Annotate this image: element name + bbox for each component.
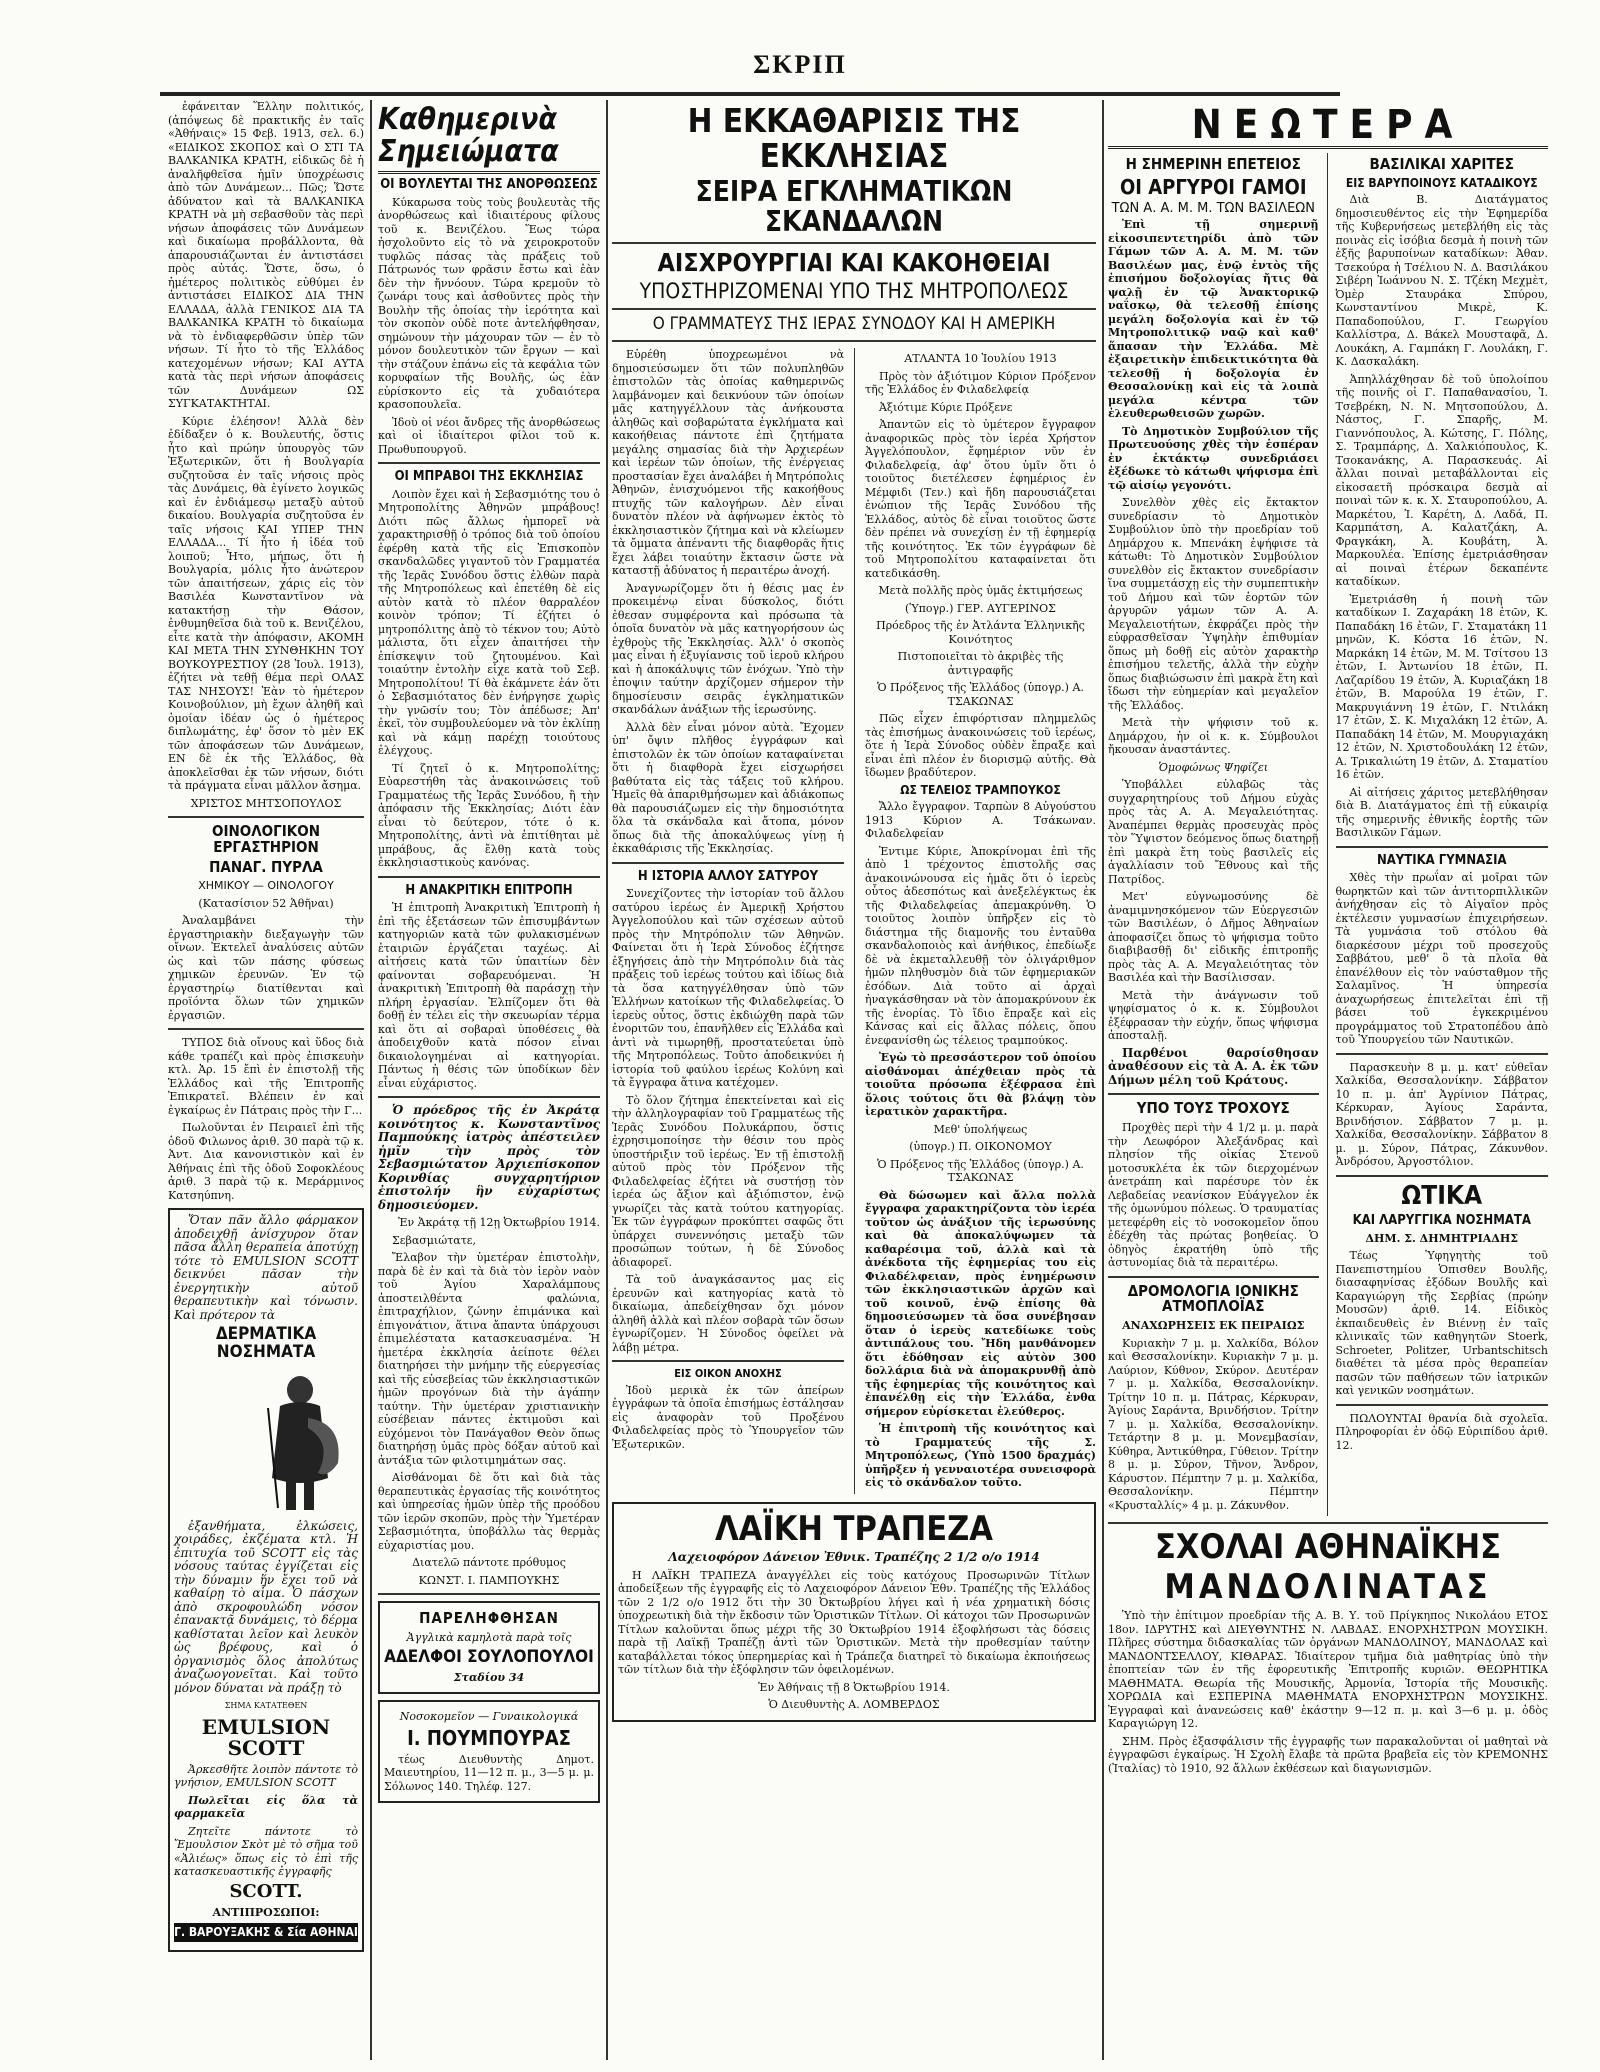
divider: [1108, 1522, 1548, 1524]
bank-title: ΛΑΪΚΗ ΤΡΑΠΕΖΑ: [715, 1508, 993, 1549]
ad-text: Τέως Ὑφηγητὴς τοῦ Πανεπιστημίου Ὁπισθεν Βουλῆς, διασαφηνίσας ἐξόδων Βουλῆς καὶ Καραγιώργη τῆς Σερβίας (πρώην Μουσῶν) ἀριθ. 14. Εἰδικὸς ἐκπαιδευθεὶς ἐν Βιέννῃ ἐν ταῖς κλινικαῖς τῶν καθηγητῶν Stoerk, Schroeter, Politzer, Urbantschitsch διαθέτει τὰ μέσα πρὸς θεραπείαν πασῶν τῶν παθήσεων τῶν ἰατρικῶν καὶ γενικῶν νοσημάτων.: [1335, 1249, 1548, 1398]
letter-text: Ἔλαβον τὴν ὑμετέραν ἐπιστολὴν, παρὰ δὲ ἐν καὶ τὰ διὰ τὸν ἱερὸν ναὸν τοῦ Ἁγίου Χαραλάμπους ἀποστειλθέντα φαλώνια, ἐπιτραχήλιον, ζώνην ἐπιμάνικα καὶ ἐπιγονάτιον, ἅτινα ἄπαντα ὑπάρχουσι ἐπιμελέστατα κατασκευασμένα. Ἡ ἡμετέρα ἐκκλησία ἀείποτε θέλει διατηρήσει τὴν μνήμην τῆς εὐεργεσίας καὶ τῆς εὐσεβείας τῶν ἐκκλησιαστικῶν ἡμῶν προγόνων διὰ τὴν ἀγάπην ταύτην. Τὴν ὑμετέραν χριστιανικὴν εὐσέβειαν πάντες ἐκτιμοῦσι καὶ εὐχόμενοι τὸν Πανάγαθον Θεὸν ὅπως διατηρήσῃ ὑμᾶς πρὸς δόξαν αὐτοῦ καὶ ἀντάξια τῶν φιλοτιμημάτων σας.: [378, 1251, 600, 1467]
divider: [168, 816, 364, 818]
article-headline: ΥΠΟ ΤΟΥΣ ΤΡΟΧΟΥΣ: [1136, 1099, 1290, 1118]
article-text: Εὑρέθη ὑποχρεωμένοι νὰ δημοσιεύσωμεν ὅτι τῶν πολυπληθῶν ἐπιστολῶν τὰς ὁποίας καθημερινῶς λαμβάνομεν καὶ δεικνύουν τῶν ὁποίων μᾶς κατηγγέλλουν τὰς ἀνήκουστα ἀληθῶς καὶ σοβαρώτατα ἐγκλήματα καὶ κακοήθειας πάντοτε ἐπὶ ζητήματα μεγάλης σημασίας διὰ τὴν Ἀρχιερέων καὶ ἱερέων τῶν ὁποίων, τῆς ἐνέργειας προστασίαν ἔχει ἀναλάβει ἡ Μητρόπολις Ἀθηνῶν, ἐνισχυόμενοι τῆς κακοήθους πτυχῆς τῶν καλογήρων. Δὲν εἶναι δυνατὸν πλέον νὰ ἀφήνωμεν ἐκτὸς τὸ ἐκκλησιαστικὸν ζήτημα καὶ νὰ κλείωμεν τὰ ὄμματα ἀπέναντι τῆς διαφθορᾶς ἥτις ἔχει λάβει τοιαύτην ἔκτασιν ὥστε νὰ καταστῇ ἀδύνατος ἡ περαιτέρω ἀνοχή.: [612, 348, 844, 578]
article-text: Ὑποβάλλει εὐλαβῶς τὰς συγχαρητηρίους τοῦ Δήμου εὐχὰς πρὸς τὰς Α. Α. Μεγαλειότητας. Ἀναπέμπει θερμὰς προσευχὰς πρὸς τὸν Ὕψιστον δεόμενος ὅπως διατηρῇ ἐπὶ μακρὰ ἔτη τοὺς βασιλεῖς εἰς ἀγαλλίασιν τοῦ Ἔθνους καὶ τῆς Πατρίδος.: [1108, 778, 1319, 886]
article-text: Ἰδοὺ μερικὰ ἐκ τῶν ἀπείρων ἐγγράφων τὰ ὁποῖα ἐπισήμως ἐστάλησαν εἰς ἀναφορὰν τοῦ Προξένου Φιλαδελφείας πρὸς τὸ Ὑπουργεῖον τῶν Ἐξωτερικῶν.: [612, 1383, 844, 1451]
section-title: ΝΕΩΤΕΡΑ: [1108, 104, 1548, 149]
article-text: Ἀπηλλάχθησαν δὲ τοῦ ὑπολοίπου τῆς ποινῆς οἱ Γ. Παπαθανασίου, Ἰ. Τσεβρέκη, Ν. Ν. Μητσοπούλου, Δ. Νάστος, Γ. Σπαρῆς, Μ. Γιαννόπουλος, Ἀ. Κώτσης, Γ. Πόλης, Σ. Τραμπάρης, Δ. Χαλκιόπουλος, Κ. Τσοκανάκης, Α. Παρασκευάς. Αἱ ἄλλαι ποιναὶ μεταβάλλονται εἰς εἰκοσαετῆ πρόσκαιρα δεσμὰ αἱ ποιναὶ τῶν κ. κ. Χ. Σταυροπούλου, Α. Μαρκέτου, Ἰ. Καρέτη, Δ. Λαδά, Π. Καρμπάτση, Α. Καλατζάκη, Α. Φραγκάκη, Ἀ. Κουβάτη, Ἀ. Μαρκουλέα. Ἐπίσης ἐμετριάσθησαν αἱ ποιναὶ ἑτέρων δεκαπέντε καταδίκων.: [1335, 372, 1548, 589]
divider: [612, 340, 1096, 342]
article-lead: Ὁ πρόεδρος τῆς ἐν Ἀκράτᾳ κοινότητος κ. Κωνσταντῖνος Παμπούκης ἰατρὸς ἀπέστειλεν ἡμῖν τὴν πρὸς τὸν Σεβασμιώτατον Ἀρχιεπίσκοπον Κορινθίας συγχαρητήριον ἐπιστολήν ἣν εὐχαρίστως δημοσιεύομεν.: [378, 1103, 600, 1212]
bank-ad: [612, 1502, 1096, 1722]
ad-name: Ι. ΠΟΥΜΠΟΥΡΑΣ: [407, 1725, 571, 1750]
mandolin-school-ad: [1108, 1527, 1548, 1775]
article-headline: Η ΑΝΑΚΡΙΤΙΚΗ ΕΠΙΤΡΟΠΗ: [405, 882, 573, 898]
article-text: Ἡ ἐπιτροπὴ Ἀνακριτικὴ Ἐπιτροπὴ ἡ ἐπὶ τῆς ἐξετάσεων τῶν ἐπισυμβάντων κατηγοριῶν κατὰ τῶν φυλακισμένων ἑταιριῶν ἐργάζεται ταχέως. Αἱ αἰτήσεις κατὰ τῶν ὑπαιτίων δὲν φαίνονται σοβαρευόμεναι. Ἡ ἀνακριτικὴ Ἐπιτροπὴ θὰ παράσχῃ τὴν πλήρη ἐργασίαν. Ἐλπίζομεν ὅτι θὰ δοθῇ ἐν τέλει εἰς τὴν σκευωρίαν τέρμα καὶ ὅτι αἱ σοβαραὶ ὑποθέσεις θὰ ἀποδειχθοῦν κατὰ πόσον εἶναι δικαιολογημέναι αἱ κατηγορίαι. Πάντως ἡ θέσις τῶν ὑποδίκων δὲν εἶναι εὐχάριστος.: [378, 901, 600, 1090]
article-text: Ἐπὶ τῇ σημερινῇ εἰκοσιπεντετηρίδι ἀπὸ τῶν Γάμων τῶν Α. Α. Μ. Μ. τῶν Βασιλέων μας, ἐνῷ ἐντὸς τῆς ἐπισήμου δοξολογίας ἤτις θὰ ψαλῇ ἐν τῷ Ἀνακτορικῷ ναΐσκῳ, θὰ τελεσθῇ ἐπίσης μεγάλη δοξολογία καὶ ἐν τῷ Μητροπολιτικῷ ναῷ καὶ καθ' ἅπασαν τὴν Ἑλλάδα. Μὲ ἐξαιρετικὴν ἐπιδεικτικότητα θὰ τελεσθῇ ἡ δοξολογία ἐν Θεσσαλονίκῃ καὶ εἰς τὰ λοιπὰ μεγάλα κέντρα τῶν ἐλευθερωθεισῶν χωρῶν.: [1108, 218, 1319, 421]
article-text: Συνεχίζοντες τὴν ἱστορίαν τοῦ ἄλλου σατύρου ἱερέως ἐν Ἀμερικῇ Χρήστου Ἀγγελοπούλου καὶ τῶν σχέσεων αὐτοῦ πρὸς τὴν Μητρόπολιν τῶν Ἀθηνῶν. Φαίνεται ὅτι ἡ Ἱερὰ Σύνοδος ἐζήτησε ἐξηγήσεις ἀπὸ τὴν Μητρόπολιν διὰ τὰς πράξεις τοῦ ἱερέως τούτου καὶ ἰδίως διὰ τὰ ὅσα κατηγγέλθησαν ὑπὸ τῶν Ἑλλήνων κατοίκων τῆς Φιλαδελφείας. Ὁ ἱερεὺς οὗτος, ὅστις ἐκδιώχθη παρὰ τῶν ἐνοριτῶν του, ἐπανῆλθεν εἰς Ἑλλάδα καὶ ἀντὶ νὰ τιμωρηθῇ, προστατεύεται ὑπὸ τῆς Μητροπόλεως. Τοῦτο ἀποδεικνύει ἡ ἱστορία τοῦ φαύλου ἱερέως Κολύνη καὶ τὰ ἔγγραφα ἅτινα κατέχομεν.: [612, 887, 844, 1090]
letter-signature: Ὁ Πρόξενος τῆς Ἑλλάδος (ὑπογρ.) Α. ΤΣΑΚΩΝΑΣ: [877, 1157, 1084, 1185]
article-text: Μετὰ τὴν ἀνάγνωσιν τοῦ ψηφίσματος ὁ κ. κ. Σύμβουλοι ἐξέφρασαν τὴν εὐχήν, ὅπως ψήφισμα ἀποσταλῇ.: [1108, 988, 1319, 1043]
article-text: Πωλοῦνται ἐν Πειραιεῖ ἐπὶ τῆς ὁδοῦ Φιλωνος ἀριθ. 30 παρὰ τῷ κ. Ἀντ. Δια κανονιστικὸν καὶ ἐν Ἀθήναις ἐπὶ τῆς ὁδοῦ Σοφοκλέους ἀριθ. 3 παρὰ τῷ κ. Μεράρμινος Κατσηύπνη.: [168, 1121, 364, 1202]
inner-divider: [1327, 153, 1328, 1516]
article-text: Συνελθὸν χθὲς εἰς ἔκτακτον συνεδρίασιν τὸ Δημοτικὸν Συμβούλιον ὑπὸ τὴν προεδρίαν τοῦ Δημάρχου κ. Μπενάκη ἐψήφισε τὰ κάτωθι: Τὸ Δημοτικὸν Συμβούλιον συνελθὸν εἰς ἔκτακτον συνεδρίασιν ἵνα συμμετάσχῃ εἰς τὴν συμπεπτικὴν τοῦ Δήμου καὶ τῶν ἑορτῶν τῶν ἀργυρῶν γάμων τῶν Α. Α. Μεγαλειοτήτων, ἐκφράζει πρὸς τὴν εὐφρασθεῖσαν Ὑψηλὴν ἐπιθυμίαν ὅπως μὴ δοθῇ εἰς αὐτὸν χαρακτὴρ ἐπισήμου τελετῆς, ἀλλὰ τὴν εὐχὴν ὅπως διαβιώσωσιν ἐπὶ μακρὰ ἔτη καὶ ἴδωσι τὴν εὐημερίαν καὶ μεγαλεῖον τῆς Ἑλλάδος.: [1108, 496, 1319, 712]
letter-address: Πρὸς τὸν ἀξιότιμον Κύριον Πρόξενον τῆς Ἑλλάδος ἐν Φιλαδελφείᾳ: [864, 369, 1096, 397]
article-text: Παρασκευὴν 8 μ. μ. κατ' εὐθεῖαν Χαλκίδα, Θεσσαλονίκην. Σάββατον 10 π. μ. ἀπ' Ἀγρίνιον Πάτρας, Κέρκυραν, Ἁγίους Σαράντα, Βρινδήσιον. Σάββατον 7 μ. μ. Χαλκίδα, Θεσσαλονίκην. Σάββατον 8 μ. μ. Σύρον, Πάτρας, Ζάκυνθον. Ἀνδρόσου, Ἀργοστόλιον.: [1335, 1060, 1548, 1169]
author-signature: ΧΡΙΣΤΟΣ ΜΗΤΣΟΠΟΥΛΟΣ: [190, 796, 342, 810]
article-text: Ἐγὼ τὸ πρεσσάστερον τοῦ ὁποίου αἰσθάνομαι ἀπέχθειαν πρὸς τὰ τοιοῦτα πρόσωπα ἐξέφρασα ἐπὶ ὅλοις τούτοις ὅτι θὰ βλάψῃ τὸν ἱερατικὸν χαρακτῆρα.: [864, 1051, 1096, 1119]
divider: [378, 1593, 600, 1595]
ad-title: ΣΧΟΛΑΙ ΑΘΗΝΑΪΚΗΣ: [1155, 1527, 1501, 1567]
divider: [612, 242, 1096, 244]
ad-title: ΔΕΡΜΑΤΙΚΑ ΝΟΣΗΜΑΤΑ: [215, 1324, 317, 1363]
article-headline-2: ΟΙ ΑΡΓΥΡΟΙ ΓΑΜΟΙ: [1119, 174, 1307, 199]
divider: [1108, 1093, 1319, 1095]
letter-date: Ἐν Ἀκράτᾳ τῇ 12ῃ Ὀκτωβρίου 1914.: [398, 1216, 600, 1230]
article-headline: ΔΡΟΜΟΛΟΓΙΑ ΙΟΝΙΚΗΣ ΑΤΜΟΠΛΟΪΑΣ: [1127, 1281, 1299, 1316]
ad-name: ΠΑΝΑΓ. ΠΥΡΛΑ: [209, 857, 323, 876]
masthead-rule: [160, 92, 1340, 96]
brand-name: EMULSION SCOTT: [201, 1714, 331, 1760]
ad-note: ΣΗΜ. Πρὸς ἐξασφάλισιν τῆς ἐγγραφῆς των παρακαλοῦνται οἱ μαθηταὶ νὰ ἐγγραφῶσι ἐγκαίρως. Ἡ Σχολὴ ἔλαβε τὰ πρῶτα βραβεῖα εἰς τὸν ΚΡΕΜΟΝΗΣ (Ἰταλίας) τὸ 1910, 92 ἄλλων ἐκθέσεων καὶ διαγωνισμῶν.: [1108, 1734, 1548, 1775]
article-headline: Η ΙΣΤΟΡΙΑ ΑΛΛΟΥ ΣΑΤΥΡΟΥ: [637, 868, 819, 884]
article-text: Κύκαρωσα τοὺς τοὺς βουλευτὰς τῆς ἀνορθώσεως καὶ ἰδιαιτέρους φίλους τοῦ κ. Βενιζέλου. Ἕως τώρα ἠσχολοῦντο εἰς τὸ νὰ χειροκροτοῦν τυφλῶς πάσας τὰς πράξεις τοῦ Πάτρωνός των φρᾶσιν ἔστω καὶ ἐὰν δὲν τὴν ἤννόουν. Τώρα κρεμοῦν τὸ ζωνάρι τους καὶ ἀσθοῦντες πρὸς τὴν Βουλὴν τῆς ὁποίας τὴν ἱερότητα καὶ τὸν σκοπὸν οὐδὲ ποτε ἀντελήφθησαν, σημώνουν τὴν μάχουραν τῶν — ἐν τὸ μόνον δουλευτικὸν τῶν ἔργων — καὶ τὴν στάζουν ἐπάνω εἰς τὰ κεφάλια τῶν κορυφαίων τῆς Βουλῆς, ὡς ἐὰν εὐρίσκοντο εἰς τὰ χυδαιότερα κρασοπουλεῖα.: [378, 195, 600, 412]
ad-title: ΩΤΙΚΑ: [1401, 1180, 1483, 1211]
article-right: [865, 348, 1096, 1494]
brand-name: SCOTT.: [229, 1880, 303, 1902]
letter-signature: ΚΩΝΣΤ. Ι. ΠΑΜΠΟΥΚΗΣ: [418, 1573, 560, 1587]
article-headline: ΩΣ ΤΕΛΕΙΟΣ ΤΡΑΜΠΟΥΚΟΣ: [900, 782, 1061, 797]
article-headline: ΕΙΣ ΟΙΚΟΝ ΑΝΟΧΗΣ: [674, 1367, 782, 1381]
article-text: Τὰ τοῦ ἀναγκάσαντος μας εἰς ἐρευνῶν καὶ κατηγορίας κατὰ τὸ δικαίωμα, ἀπεδείχθησαν ὄχι μόνον ἀληθῆ ἀλλὰ καὶ πλέον σοβαρὰ τῶν ὅσων ἐγνωρίζομεν. Ἡ Σύνοδος ὀφείλει νὰ λάβῃ μέτρα.: [612, 1273, 844, 1354]
article-text: Τὸ Δημοτικὸν Συμβούλιον τῆς Πρωτευούσης χθὲς τὴν ἑσπέραν ἐν ἐκτάκτῳ συνεδριάσει ἐξέδωκε τὸ κάτωθι ψήφισμα ἐπὶ τῷ αἰσίῳ γεγονότι.: [1108, 424, 1319, 492]
column-2: [378, 100, 600, 2040]
divider: [1336, 1053, 1548, 1055]
sub-headline-2: ΥΠΟΣΤΗΡΙΖΟΜΕΝΑΙ ΥΠΟ ΤΗΣ ΜΗΤΡΟΠΟΛΕΩΣ: [639, 279, 1069, 304]
ad-name: ΑΔΕΛΦΟΙ ΣΟΥΛΟΠΟΥΛΟΙ: [384, 1646, 594, 1667]
article-text: Ἄλλο ἔγγραφον. Ταρπὼν 8 Αὐγούστου 1913 Κύριον Α. Τσάκωναν. Φιλαδελφείαν: [864, 800, 1096, 841]
divider: [1108, 1276, 1319, 1278]
inner-divider: [854, 348, 855, 1494]
article-text: ΤΥΠΟΣ διὰ οἴνους καὶ ὕδος διὰ κάθε τραπέζι καὶ πρὸς ἐπισκευὴν κτλ. Ἀρ. 15 ἔπὶ ἐν ἐπιστολῇ τῆς Ἑλλάδος καὶ τῆς Ἐπιτροπῆς Ἐπικρατεῖ. Βλέπειν ἐν καὶ ἐγκαίρως ἐν Πάτραις πρὸς τὴν Γ...: [168, 1036, 364, 1117]
ad-name: ΔΗΜ. Σ. ΔΗΜΗΤΡΙΑΔΗΣ: [1365, 1231, 1519, 1245]
article-text: Κυριακὴν 7 μ. μ. Χαλκίδα, Βόλον καὶ Θεσσαλονίκην. Κυριακὴν 7 μ. μ. Λαύριον, Κύθνον, Σκύρον. Δευτέραν 7 μ. μ. Χαλκίδα, Θεσσαλονίκην. Τρίτην 10 π. μ. Πάτρας, Κέρκυραν, Ἁγίους Σαράντα, Βρινδήσιον. Τρίτην 7 μ. μ. Χαλκίδα, Θεσσαλονίκην. Τετάρτην 8 μ. μ. Μονεμβασίαν, Κύθηρα, Ἀντικύθηρα, Γύθειον. Τρίτην 8 μ. μ. Σύρον, Τῆνον, Ἄνδρον, Κάρυστον. Πέμπτην 7 μ. μ. Χαλκίδα, Θεσσαλονίκην. Πέμπτην «Κρυσταλλίς» 4 μ. μ. Ζάκυνθον.: [1108, 1336, 1319, 1512]
ad-subtitle: Ἀγγλικὰ καμηλοτὰ παρὰ τοῖς: [406, 1631, 572, 1645]
ad-text: Ζητεῖτε πάντοτε τὸ Ἔμουλσιον Σκὸτ μὲ τὸ σῆμα τοῦ «Ἀλιέως» ὅπως εἰς τὸ ἐπὶ τῆς κατασκευαστικῆς ἐγγραφῆς: [174, 1824, 358, 1879]
ad-text: Ἀρκεσθῆτε λοιπὸν πάντοτε τὸ γνήσιον, EMULSION SCOTT: [174, 1762, 358, 1790]
ad-text: Πωλεῖται εἰς ὅλα τὰ φαρμακεῖα: [174, 1793, 358, 1821]
article-headline: ΟΙ ΜΠΡΑΒΟΙ ΤΗΣ ΕΚΚΛΗΣΙΑΣ: [394, 469, 584, 485]
emulsion-ad: [168, 1208, 364, 1952]
article-headline: Η ΣΗΜΕΡΙΝΗ ΕΠΕΤΕΙΟΣ: [1125, 155, 1301, 173]
ad-text: Ἀναλαμβάνει τὴν ἐργαστηριακὴν διεξαγωγὴν τῶν οἴνων. Ἐκτελεῖ ἀναλύσεις αὐτῶν ὡς καὶ τῶν πάσης φύσεως χημικῶν ἐρευνῶν. Ἐν τῷ ἐργαστηρίῳ διατίθενται καὶ προϊόντα ὅλων τῶν χημικῶν ἐργασιῶν.: [168, 914, 364, 1022]
article-text: ἐφάνειταν Ἕλλην πολιτικός, (ἀπόψεως δὲ πρακτικῆς ἐν ταῖς «Ἀθήναις» 15 Φεβ. 1913, σελ. 6.) «ΕΙΔΙΚΟΣ ΣΚΟΠΟΣ καὶ Ο ΣΤΙ ΤΑ ΒΑΛΚΑΝΙΚΑ ΚΡΑΤΗ, εἰδικῶς δὲ ἡ ἀναλῆφθεῖσα ἡμῖν ὑποχρέωσις ἀπὸ τῶν Δυνάμεων... Πῶς; Ὥστε ἀδύνατον καὶ τὰ ΒΑΛΚΑΝΙΚΑ ΚΡΑΤΗ νὰ μὴ σεβασθοῦν τὰς περὶ νήσων ἀποφάσεις τῶν Δυνάμεων καὶ δικαίωμα προβάλλοντα, θὰ ἀπαρουσιάζωνται ἐν ἀντιστάσει πρὸς αὐτάς. Ὥστε, ὅσω, ὁ ἡμέτερος πολιτικὸς εὐθύμει ἐν ἀντιστάσει ΕΙΔΙΚΟΣ ΔΙΑ ΤΗΝ ΕΛΛΑΔΑ, ἀλλὰ ΓΕΝΙΚΟΣ ΔΙΑ ΤΑ ΒΑΛΚΑΝΙΚΑ ΚΡΑΤΗ τὸ δικαίωμα νὰ τὸ ἐνδιαφερθῶσιν ὑπὲρ τῶν νήσων. Τί ἦτο τὸ τῆς Ἑλλάδος κατεχομένων νήσων; ΚΑΙ ΑΥΤΑ κατὰ τὰς περὶ νήσων ἀποφάσεις τῶν Δυνάμεων ΩΣ ΣΥΓΚΑΤΑΚΤΗΤΑΙ.: [168, 100, 364, 410]
column-3: [612, 100, 1096, 2040]
column-1: [168, 100, 364, 2040]
divider: [378, 462, 600, 464]
divider: [612, 862, 844, 864]
sub-headline-3: Ο ΓΡΑΜΜΑΤΕΥΣ ΤΗΣ ΙΕΡΑΣ ΣΥΝΟΔΟΥ ΚΑΙ Η ΑΜΕΡΙΚΗ: [652, 314, 1056, 335]
ad-text: Ὑπὸ τὴν ἐπίτιμον προεδρίαν τῆς Α. Β. Υ. τοῦ Πρίγκηπος Νικολάου ΕΤΟΣ 18ον. ΙΔΡΥΤΗΣ καὶ ΔΙΕΥΘΥΝΤΗΣ Ν. ΛΑΒΔΑΣ. ΕΝΟΡΧΗΣΤΡΩΝ ΜΟΥΣΙΚΗ. Πλῆρες σύστημα διδασκαλίας τῶν ὀργάνων ΜΑΝΔΟΛΙΝΟΥ, ΜΑΝΔΟΛΑΣ καὶ ΜΑΝΔΟΝΤΣΕΛΛΟΥ, ΚΙΘΑΡΑΣ. Ἰδιαίτερον τμῆμα διὰ μαθητρίας ὑπὸ τὴν ἐποπτείαν τῶν ἐν τῆς ἐφορευτικῆς Ἐπιτροπῆς κυριῶν. ΘΕΩΡΗΤΙΚΑ ΜΑΘΗΜΑΤΑ. Θεωρία τῆς Μουσικῆς, Ἁρμονία, Ἱστορία τῆς Μουσικῆς. ΧΟΡΩΔΙΑ καὶ ΕΣΠΕΡΙΝΑ ΜΑΘΗΜΑΤΑ ΕΝΟΡΧΗΣΤΡΩΝ ΜΟΥΣΙΚΗΣ. Ἐγγραφαὶ καὶ ἀνανεώσεις καθ' ἑκάστην 9—12 π. μ. καὶ 3—6 μ. μ. ὁδὸς Καραγιώργη 12.: [1108, 1609, 1548, 1731]
article-subhead: ΑΝΑΧΩΡΗΣΕΙΣ ΕΚ ΠΕΙΡΑΙΩΣ: [1122, 1319, 1305, 1332]
article-text: Παρθένοι θαρσίσθησαν ἀναθέσουν εἰς τὰ Α. Α. ἐκ τῶν Δήμων μέλη τοῦ Κράτους.: [1108, 1045, 1319, 1087]
article-text: Χθὲς τὴν πρωΐαν αἱ μοῖραι τῶν θωρηκτῶν καὶ τῶν ἀντιτορπιλλικῶν ἀνήχθησαν εἰς τὸ Αἰγαῖον πρὸς ἐκτέλεσιν γυμνασίων ἐπιχειρήσεων. Τὰ γυμνάσια τοῦ στόλου θὰ διαρκέσουν μέχρι τοῦ προσεχοῦς Σαββάτου, μεθ' ὃ τὰ πλοῖα θὰ ἐπανέλθουν εἰς τὸν ναύσταθμον τῆς Σαλαμῖνος. Ἡ ὑπηρεσία ἀναχωρήσεως ἐπιτελεῖται ἐπὶ τῇ βάσει τοῦ ἐγκεκριμένου προγράμματος τοῦ Στρατοπέδου ἀπὸ τοῦ Ὑπουργείου τῶν Ναυτικῶν.: [1335, 871, 1548, 1047]
article-text: Θὰ δώσωμεν καὶ ἄλλα πολλὰ ἔγγραφα χαρακτηρίζοντα τὸν ἱερέα τοῦτον ὡς ἀνάξιον τῆς ἱερωσύνης καὶ θὰ ἀποκαλύψωμεν τὰ καθαρέσιμα τοῦ, ἀλλὰ καὶ τὰ ἀνέκδοτα τῆς ἐφημερίας του εἰς Φιλαδέλφειαν, πρὸς ἐνημέρωσιν τῶν ἐκκλησιαστικῶν ἀρχῶν καὶ τοῦ κοινοῦ, ἐνῷ ἐπίσης θὰ δημοσιεύσωμεν τὰ ὅσα συνέβησαν ὅταν ὁ ἱερεὺς κατεδίωκε τοὺς ἀντιπάλους του. Ἤδη μανθάνομεν ὅτι ἐδόθησαν εἰς αὐτὸν 300 δολλάρια διὰ νὰ ἀπομακρυνθῇ ἀπὸ τῆς ἐφημερίας τῆς κοινότητος καὶ ἐπανέλθῃ εἰς τὴν Ἑλλάδα, ἐνθα σήμερον εὑρίσκεται ἐλεύθερος.: [864, 1188, 1096, 1418]
column-divider: [606, 100, 608, 2060]
article-text: Ἀναγνωρίζομεν ὅτι ἡ θέσις μας ἐν προκειμένῳ εἶναι δύσκολος, διότι ἐθεσαν συμφέροντα καὶ πρόσωπα τὰ ὁποῖα δυνατὸν νὰ μᾶς κατηγορήσουν ὡς ἐχθροὺς τῆς Ἐκκλησίας. Ἀλλ' ὁ σκοπὸς μας εἶναι ἡ ἐξυγίανσις τοῦ ἱεροῦ κλήρου καὶ ἡ ἀποκάλυψις τῶν ἐνόχων. Ὑπὸ τὴν ἐποψιν ταύτην ἀρχίζομεν σήμερον τὴν δημοσίευσιν σειρᾶς ἐγκληματικῶν σκανδάλων ἀνάξιων τῆς ἱερωσύνης.: [612, 581, 844, 717]
divider: [168, 1028, 364, 1030]
article-text: Ἐντιμε Κύριε, Ἀποκρίνομαι ἐπὶ τῆς ἀπὸ 1 τρέχοντος ἐπιστολῆς σας ἀνακοινώνουσα εἰς ἡμᾶς ὅτι ὁ ἱερεὺς οὗτος ἀδεσπότως καὶ ἀνεξελέγκτως ἐκ τῆς Φιλαδελφείας ἀπεμακρύνθη. Ὁ τοιοῦτος λοιπὸν ὑπῆρξεν εἰς τὸ διάστημα τῆς διαμονῆς του ἐνταῦθα σκανδαλοποιὸς καὶ ἀνήθικος, ἐπεδίωξε δὲ νὰ ἐκμεταλλευθῇ τὸν ὀλιγάριθμον ἡμῶν πληθυσμὸν διὰ τῶν ἐφημεριακῶν ἐσόδων. Διὰ τοῦτο αἱ ἀρχαὶ ἠναγκάσθησαν νὰ τὸν ἀπομακρύνουν ἐκ τῆς ἐνορίας. Τὸ ἴδιο ἔπραξε καὶ εἰς Κάνσας καὶ εἰς ἄλλας πόλεις, ὅπου ἐνεφανίσθη ὡς τέλειος τραμπούκος.: [864, 844, 1096, 1047]
article-left: [612, 348, 844, 1494]
ad-subtitle: ΧΗΜΙΚΟΥ — ΟΙΝΟΛΟΓΟΥ: [198, 879, 334, 893]
letter-greeting: Σεβασμιώτατε,: [392, 1233, 476, 1247]
ad-text: τέως Διευθυντὴς Δημοτ. Μαιευτηρίου, 11—12 π. μ., 3—5 μ. μ. Σόλωνος 140. Τηλέφ. 127.: [384, 1752, 594, 1793]
article-text: Ἰδοὺ οἱ νέοι ἄνδρες τῆς ἀνορθώσεως καὶ οἱ ἰδιαίτεροι φίλοι τοῦ κ. Πρωθυπουργοῦ.: [378, 415, 600, 456]
ad-address: Σταδίου 34: [453, 1670, 525, 1684]
article-text: Διὰ Β. Διατάγματος δημοσιευθέντος εἰς τὴν Ἐφημερίδα τῆς Κυβερνήσεως μετεβλήθη εἰς τὰς ποινὰς εἰς ἰσόβια δεσμὰ ἡ ποινὴ τῶν ἑξῆς βαρυποίνων καταδίκων: Ἀθαν. Τσεκούρα ἡ Τσέλιου Ν. Δ. Βασιλάκου Σιβέρη Ἰωάννου Ν. Σ. Τζέκη Μεχμὲτ, Ὀμὲρ Σταυράκα Σπύρου, Κωνσταντίνου Μικρὲ, Κ. Παπαδοπούλου, Γ. Γεωργίου Καλλίστρα, Δ. Βάκελ Μουσταφᾶ, Δ. Λουκάκη, Α. Γαμπάκη Γ. Λουλάκη, Γ. Κ. Δασκαλάκη.: [1335, 193, 1548, 369]
article-text: Προχθὲς περὶ τὴν 4 1/2 μ. μ. παρὰ τὴν Λεωφόρον Ἀλεξάνδρας καὶ πλησίον τῆς οἰκίας Στενοῦ μοτοσυκλέτα ἐκ τῶν διερχομένων ἀνετράπη καὶ παρέσυρε τὸν ἐκ Λεβαδείας νεανίσκον Εὐάγγελον ἐκ τῆς ὁμωνύμου πόλεως. Ὁ τραυματίας μετεφέρθη εἰς τὸ νοσοκομεῖον ὅπου ἐδέχθη τὰς πρώτας βοηθείας. Ὁ ὁδηγὸς ἐκρατήθη ὑπὸ τῆς ἀστυνομίας διὰ τὰ περαιτέρω.: [1108, 1121, 1319, 1269]
ad-text: Ὅταν πᾶν ἄλλο φάρμακον ἀποδειχθῇ ἀνίσχυρον ὅταν πᾶσα ἄλλη θεραπεία ἀποτύχῃ τότε τὸ EMULSION SCOTT δεικνύει πᾶσαν τὴν ἐνεργητικὴν αὐτοῦ θεραπευτικὴν καὶ τόνωσιν. Καὶ πρότερον τὰ: [174, 1213, 358, 1322]
ad-text: ἐξανθήματα, ἑλκώσεις, χοιράδες, ἐκζέματα κτλ. Ἡ ἐπιτυχία τοῦ SCOTT εἰς τὰς νόσους ταύτας ἐγγίζεται εἰς τὴν δύναμιν ἥν ἔχει τοῦ νὰ καθαίρῃ τὸ αἷμα. Ὁ πάσχων ἀπὸ σκροφουλώδη νόσον ἐπανακτᾷ δυνάμεις, τὸ δέρμα καθίσταται λεῖον καὶ λευκὸν ὡς βρέφους, καὶ ὁ ὀργανισμὸς ὅλος ἀπολύτως ἀναζωογονεῖται. Καὶ τοῦτο μόνον δύναται νὰ πράξῃ τὸ: [174, 1518, 358, 1695]
main-headline: Η ΕΚΚΑΘΑΡΙΣΙΣ ΤΗΣ ΕΚΚΛΗΣΙΑΣ: [687, 101, 1021, 175]
divider: [1336, 1404, 1548, 1406]
letter-text: Ἀπαντῶν εἰς τὸ ὑμέτερον ἔγγραφον ἀναφορικῶς πρὸς τὸν ἱερέα Χρήστον Ἀγγελόπουλον, ἔφημέριον νῦν ἐν Φιλαδελφείᾳ, ἀφ' ὅτου ὑμῖν ὅτι ὁ τοιοῦτος διετέλεσεν ἐφημέριος ἐν Μέμφιδι (Τεν.) καὶ ἤδη παρουσιάζεται ἐνώπιον τῆς Ἱερᾶς Συνόδου τῆς Ἑλλάδος, αὐτὸς δὲ εἶναι τοιοῦτος ὥστε δὲν πρέπει νὰ συνεχίσῃ ἐν τῇ ἐφημερίᾳ τῆς κοινότητος. Ἐκ τῶν ἐγγράφων δὲ τοῦ Μητροπολίτου καταφαίνεται ὅτι κατεδικάσθη.: [864, 418, 1096, 580]
news-columns: [1108, 153, 1548, 1516]
masthead: ΣΚΡΙΠ: [753, 50, 847, 79]
article-text: Λοιπὸν ἔχει καὶ ἡ Σεβασμιότης του ὁ Μητροπολίτης Ἀθηνῶν μπράβους! Διότι πῶς ἄλλως ἠμπορεῖ νὰ χαρακτηρισθῇ ὁ τρόπος διὰ τοῦ ὁποίου ἐφέρθη κατὰ τῆς εἰς Ἐπισκοπὸν σκανδαλῶδες γιγαντοῦ τὸν Γραμματέα τῆς Ἱερᾶς Συνόδου ὅστις ἐλθὼν παρὰ τῆς Μητροπόλεως καὶ ἐπετέθη δὲ εἰς αὐτὸν κατὰ τὸ πλέον θαρραλέον κοινὸν τρόπον; Τί ἐζήτει ὁ μητροπόλιτης ἀπὸ τὸ τέκνον του; Αὐτὸ μάλιστα, ὅτι εἶχεν ἀπαιτήσει τὴν ἐπίσκεψιν τοῦ ζητουμένου. Καὶ τοιαύτην ἐντολὴν εἶχε κατὰ τοῦ Σεβ. Μητροπολίτου! Τί θὰ ἐκάμνετε ἐάν ὅτι ὁ Σεβασμιότατος δὲν ἐνήργησε χωρὶς τὴν γνῶσίν του; Τὸν ἀπέδωσε; Ἀπ' ἐκεῖ, τὸν συμβουλεύομεν νὰ τὸν ἐκλίπῃ καὶ νὰ κάμῃ παρέχῃ τοιούτους ἐλέγχους.: [378, 487, 600, 758]
article-subhead: ΤΩΝ Α. Α. Μ. Μ. ΤΩΝ ΒΑΣΙΛΕΩΝ: [1111, 200, 1315, 216]
ad-title-2: ΜΑΝΔΟΛΙΝΑΤΑΣ: [1164, 1566, 1492, 1607]
ad-title: ΠΑΡΕΛΗΦΘΗΣΑΝ: [419, 1609, 559, 1628]
bank-date: Ἐν Ἀθήναις τῇ 8 Ὀκτωβρίου 1914.: [758, 1680, 950, 1694]
trademark-label: ΣΗΜΑ ΚΑΤΑΤΕΘΕΝ: [224, 1701, 308, 1711]
article-text: Αἱ αἰτήσεις χάριτος μετεβλήθησαν διὰ Β. Διατάγματος ἐπὶ τῇ εὐκαιρίᾳ τῆς σημερινῆς ἐθνικῆς ἑορτῆς τῶν Βασιλικῶν Γάμων.: [1335, 785, 1548, 840]
article-text: Πῶς εἶχεν ἐπιφόρτισαν πλημμελῶς τὰς ἐπισήμως ἀνακοινώσεις τοῦ ἱερέως, ὅτε ἡ Ἱερὰ Σύνοδος οὐδὲν ἔπραξε καὶ εἶναι ἐπὶ πλέον ἐν διορισμῷ αὐτῆς. Θὰ ἴδωμεν βραδύτερον.: [864, 712, 1096, 780]
sub-headline: ΑΙΣΧΡΟΥΡΓΙΑΙ ΚΑΙ ΚΑΚΟΗΘΕΙΑΙ: [657, 248, 1051, 278]
divider: [378, 876, 600, 878]
ad-title: ΟΙΝΟΛΟΓΙΚΟΝ ΕΡΓΑΣΤΗΡΙΟΝ: [211, 822, 320, 856]
article-text: Ἀλλὰ δὲν εἶναι μόνον αὐτὰ. Ἔχομεν ὑπ' ὄψιν πλῆθος ἐγγράφων καὶ ἐπιστολῶν ἐκ τῶν ὁποίων καταφαίνεται ὅτι ἡ διαφθορὰ ἔχει εἰσχωρήσει βαθύτατα εἰς τὰς τάξεις τοῦ κλήρου. Ἡμεῖς θὰ ἀπαριθμήσωμεν καὶ ἀδιάκοπως θὰ παρουσιάζωμεν εἰς τὴν δημοσιότητα ὅλα τὰ σκάνδαλα καὶ ἄτοπα, μόνον ὅπως διὰ τῆς ἀποκαλύψεως γίνῃ ἡ ἐκκαθάρισις τῆς Ἐκκλησίας.: [612, 720, 844, 856]
news-left: [1108, 153, 1319, 1516]
letter-greeting: Ἀξιότιμε Κύριε Πρόξενε: [878, 400, 1013, 414]
letter-text: Αἰσθάνομαι δὲ ὅτι καὶ διὰ τὰς θεραπευτικὰς ἐργασίας τῆς κοινότητος καὶ ὑπηρεσίας ἡμῶν ὑπὲρ τῆς προόδου τῶν ἱερῶν σκοπῶν, πρὸς τὴν Ὑμετέραν Σεβασμιότητα, ὑποβάλλω τὰς θερμὰς εὐχαριστίας μου.: [378, 1471, 600, 1552]
article-text: Μετ' εὐγνωμοσύνης δὲ ἀναμιμνησκόμενον τῶν Εὐεργεσιῶν τῶν Βασιλέων, ὁ Δῆμος Ἀθηναίων ἀποφασίζει ὅπως τὸ ψήφισμα τοῦτο διαβιβασθῇ δι' εἰδικῆς ἐπιτροπῆς πρὸς τὰς Α. Α. Μεγαλειότητας τὸν Βασιλέα καὶ τὴν Βασίλισσαν.: [1108, 890, 1319, 985]
article-subhead: Ὁμοφώνως Ψηφίζει: [1158, 760, 1269, 774]
article-text: Ἡ ἐπιτροπὴ τῆς κοινότητος καὶ τὸ Γραμματεύς τῆς Σ. Μητροπόλεως, (Ὑπὸ 1500 δραχμάς) ὑπῆρξεν ἡ γενναιοτέρα συνεισφορὰ εἰς τὸ σκάνδαλον τοῦτο.: [864, 1422, 1096, 1490]
ad-subtitle: Νοσοκομεῖον — Γυναικολογικά: [399, 1710, 579, 1724]
article-text: Τί ζητεῖ ὁ κ. Μητροπολίτης; Εὐαρεστήθη τὰς ἀνακοινώσεις τοῦ Γραμματέως τῆς Ἱερᾶς Συνόδου, ἢ τὴν ἀπόφασιν τῆς Ἐκκλησίας; Διότι ἐὰν εἶναι τὸ δεύτερον, τότε ὁ κ. Μητροπολίτης, ἀντὶ νὰ ἐπιτίθηται μὲ μπράβους, ἄς ἔλθῃ κατὰ τοὺς ἐκκλησιαστικοὺς κανόνας.: [378, 761, 600, 870]
article-subhead: ΕΙΣ ΒΑΡΥΠΟΙΝΟΥΣ ΚΑΤΑΔΙΚΟΥΣ: [1345, 175, 1538, 190]
main-headline-2: ΣΕΙΡΑ ΕΓΚΛΗΜΑΤΙΚΩΝ ΣΚΑΝΔΑΛΩΝ: [695, 175, 1013, 238]
bank-subtitle: Λαχειοφόρον Δάνειον Ἐθνικ. Τραπέζης 2 1/2 ο/ο 1914: [668, 1550, 1040, 1565]
letter-closing: Μετὰ πολλῆς πρὸς ὑμᾶς ἐκτιμήσεως: [878, 584, 1083, 598]
letter-note: Πιστοποιεῖται τὸ ἀκριβὲς τῆς ἀντιγραφῆς: [897, 650, 1064, 677]
letter-signature: (ὑπογρ.) Π. ΟΙΚΟΝΟΜΟΥ: [909, 1140, 1052, 1154]
article-columns: [612, 348, 1096, 1494]
shop-ad: [378, 1601, 600, 1694]
column-divider: [370, 100, 372, 2060]
ad-subtitle: ΚΑΙ ΛΑΡΥΓΓΙΚΑ ΝΟΣΗΜΑΤΑ: [1352, 1213, 1531, 1229]
classified-text: ΠΩΛΟΥΝΤΑΙ θρανία διὰ σχολεῖα. Πληροφορίαι ἐν ὁδῷ Εὐριπίδου ἀριθ. 12.: [1335, 1411, 1548, 1452]
divider: [612, 1360, 844, 1362]
bank-text: Η ΛΑΪΚΗ ΤΡΑΠΕΖΑ ἀναγγέλλει εἰς τοὺς κατόχους Προσωρινῶν Τίτλων ἀποδείξεων τῆς ἐγγραφῆς εἰς τὸ Λαχειοφόρον Δάνειον Ἐθν. Τραπέζης τῆς Ἑλλάδος τῶν 2 1/2 ο/ο 1912 ὅτι τὴν 30 Ὀκτωβρίου λήγει καὶ ἡ νέα χρηματικὴ δόσις ὑποχρεωτικὴ διὰ τὴν ἔκδοσιν τῶν Ὁριστικῶν Τίτλων. Οἱ κάτοχοι τῶν Προσωρινῶν Τίτλων καλοῦνται ὅπως μέχρι τῆς 30 Ὀκτωβρίου 1914 ἐξοφλήσωσι τὰς δόσεις παρὰ τῇ Λαϊκῇ Τραπέζῃ ἀντὶ τῶν Ὁριστικῶν. Μετὰ τὴν προθεσμίαν ταύτην καταβάλλεται τόκος ὑπερημερίας καὶ ἡ Τράπεζα διατηρεῖ τὸ δικαίωμα ἐκποιήσεως τῶν τίτλων διὰ τὴν ἐξόφλησιν τῶν ὀφειλομένων.: [618, 1568, 1090, 1677]
article-headline: ΒΑΣΙΛΙΚΑΙ ΧΑΡΙΤΕΣ: [1369, 155, 1514, 173]
fisherman-illustration: [248, 1368, 358, 1518]
article-headline: ΝΑΥΤΙΚΑ ΓΥΜΝΑΣΙΑ: [1376, 852, 1507, 868]
letter-closing: Διατελῶ πάντοτε πρόθυμος: [412, 1556, 566, 1570]
letter-date: ΑΤΛΑΝΤΑ 10 Ἰουλίου 1913: [904, 352, 1057, 366]
divider: [1336, 846, 1548, 848]
column-4: [1108, 100, 1548, 2040]
article-headline: ΟΙ ΒΟΥΛΕΥΤΑΙ ΤΗΣ ΑΝΟΡΘΩΣΕΩΣ: [380, 177, 598, 192]
doctor-ad: [378, 1700, 600, 1803]
letter-signature-title: Πρόεδρος τῆς ἐν Ἀτλάντα Ἑλληνικῆς Κοινότητος: [876, 619, 1085, 646]
agents-label: ΑΝΤΙΠΡΟΣΩΠΟΙ:: [212, 1905, 320, 1919]
letter-signature: (Ὑπογρ.) ΓΕΡ. ΑΥΓΕΡΙΝΟΣ: [905, 601, 1056, 615]
agents-name: Γ. ΒΑΡΟΥΞΑΚΗΣ & Σία ΑΘΗΝΑΙ: [174, 1923, 358, 1942]
article-text: Μετὰ τὴν ψήφισιν τοῦ κ. Δημάρχου, ἡν οἱ κ. κ. Σύμβουλοι ἤκουσαν ἀναστάντες.: [1108, 716, 1319, 757]
divider: [378, 1096, 600, 1098]
article-text: Τὸ ὅλον ζήτημα ἐπεκτείνεται καὶ εἰς τὴν ἀλληλογραφίαν τοῦ Γραμματέως τῆς Ἱερᾶς Συνόδου Πολυκάρπου, ὅστις ἐχρησιμοποίησε τὴν θέσιν του πρὸς ὑποστήριξιν τοῦ ἱερέως. Ἐν τῇ ἐπιστολῇ αὐτοῦ πρὸς τὸν Πρόξενον τῆς Φιλαδελφείας ἐζήτει νὰ συστήσῃ τὸν ἱερέα ὡς ἄξιον καὶ ἀξιόπιστον, ἐνῷ γνωρίζει τὰς κατὰ τούτου κατηγορίας. Ἐκ τῶν ἐγγράφων προκύπτει σαφῶς ὅτι ὑπάρχει συνεννόησις μεταξὺ τῶν προσώπων τούτων, ἡ δὲ Σύνοδος ἀδιαφορεῖ.: [612, 1093, 844, 1269]
bank-signature: Ὁ Διευθυντὴς Α. ΛΟΜΒΕΡΔΟΣ: [768, 1698, 940, 1712]
column-divider: [1102, 100, 1104, 2060]
ad-address: (Κατασίσιον 52 Ἀθῆναι): [198, 896, 334, 910]
article-text: Κύριε ἐλέησον! Ἀλλὰ δὲν ἐδίδαξεν ὁ κ. Βουλευτής, ὅστις ἦτο καὶ πρώην ὑπουργὸς τῶν Ἐξωτερικῶν, ὅτι ἡ Βουλγαρία συζητοῦσα ἐν ταῖς νήσοις πρὸς τὰς Δυνάμεις, θὰ ἐγίνετο λογικῶς καὶ ἐν ἐνδιάμεσῳ μεταξὺ αὐτοῦ δικαίου. Βουλγαρία συζητοῦσα ἐν ταῖς νήσοις ΚΑΙ ΥΠΕΡ ΤΗΝ ΕΛΛΑΔΑ... Τί ἦτο ἡ ἰδέα τοῦ λοιποῦ; Ἦτο, μήπως, ὅτι ἡ Βουλγαρία, μόλις ἦτο ἀνώτερον τῶν ἀπαιτήσεων, χάρις εἰς τὸν Βασιλέα Κωνσταντῖνον νὰ κατακτήσῃ τὴν Θάσον, ἐνθυμηθεῖσα διὰ τοῦ κ. Βενιζέλου, εἶτε κατὰ τὴν ἀπόφασιν, ΑΚΟΜΗ ΚΑΙ ΜΕΤΑ ΤΗΝ ΣΥΝΘΗΚΗΝ ΤΟΥ ΒΟΥΚΟΥΡΕΣΤΙΟΥ (28 Ἰουλ. 1913), ἐζήτει νὰ τεθῇ θέμα περὶ ΟΛΑΣ ΤΑΣ ΝΗΣΟΥΣ! Ἐὰν τὸ ἡμέτερον Κοινοβούλιον, μὴ ἔχων ἀληθῆ καὶ ὁμοίαν ἰδέαν ὡς ὁ ἡμέτερος διπλωμάτης, ἐφ' ὅσον τὸ μὲν ΕΚ τῶν ἀποφάσεων τῶν Δυνάμεων, ΕΝ δὲ ἐκ τῆς Ἑλλάδος, θὰ ἀποκλεῖσθαι ἐκ τῶν νήσων, διότι τὰ πράγματα εἶναι μᾶλλον ἄσημα.: [168, 414, 364, 792]
divider: [612, 308, 1096, 310]
news-right: [1336, 153, 1548, 1516]
letter-closing: Μεθ' ὑπολήψεως: [933, 1122, 1028, 1136]
article-text: Ἐμετριάσθη ἡ ποινὴ τῶν καταδίκων Ι. Ζαχαράκη 18 ἐτῶν, Κ. Παπαδάκη 16 ἐτῶν, Γ. Σταματάκη 11 μηνῶν, Κ. Κόστα 16 ἐτῶν, Ν. Μαρκάκη 14 ἐτῶν, Μ. Μ. Τσίτσου 13 ἐτῶν, Ι. Ἀντωνίου 18 ἐτῶν, Π. Λαζαρίδου 19 ἐτῶν, Ἀ. Κυριαζάκη 18 ἐτῶν, Β. Μαρούλα 19 ἐτῶν, Γ. Μακρυγιάννη 19 ἐτῶν, Γ. Ντιλάκη 17 ἐτῶν, Σ. Κ. Μιχαλάκη 12 ἐτῶν, Α. Παπαδάκη 14 ἐτῶν, Μ. Μουργιαχάκη 12 ἐτῶν, Ν. Χριστοδουλάκη 12 ἐτῶν, Α. Τρικαλιώτη 19 ἐτῶν, Δ. Σταματίου 16 ἐτῶν.: [1335, 592, 1548, 782]
divider: [1336, 1175, 1548, 1177]
section-title: Καθημερινὰ Σημειώματα: [378, 104, 600, 174]
letter-signature: Ὁ Πρόξενος τῆς Ἑλλάδος (ὑπογρ.) Α. ΤΣΑΚΩΝΑΣ: [877, 681, 1084, 708]
